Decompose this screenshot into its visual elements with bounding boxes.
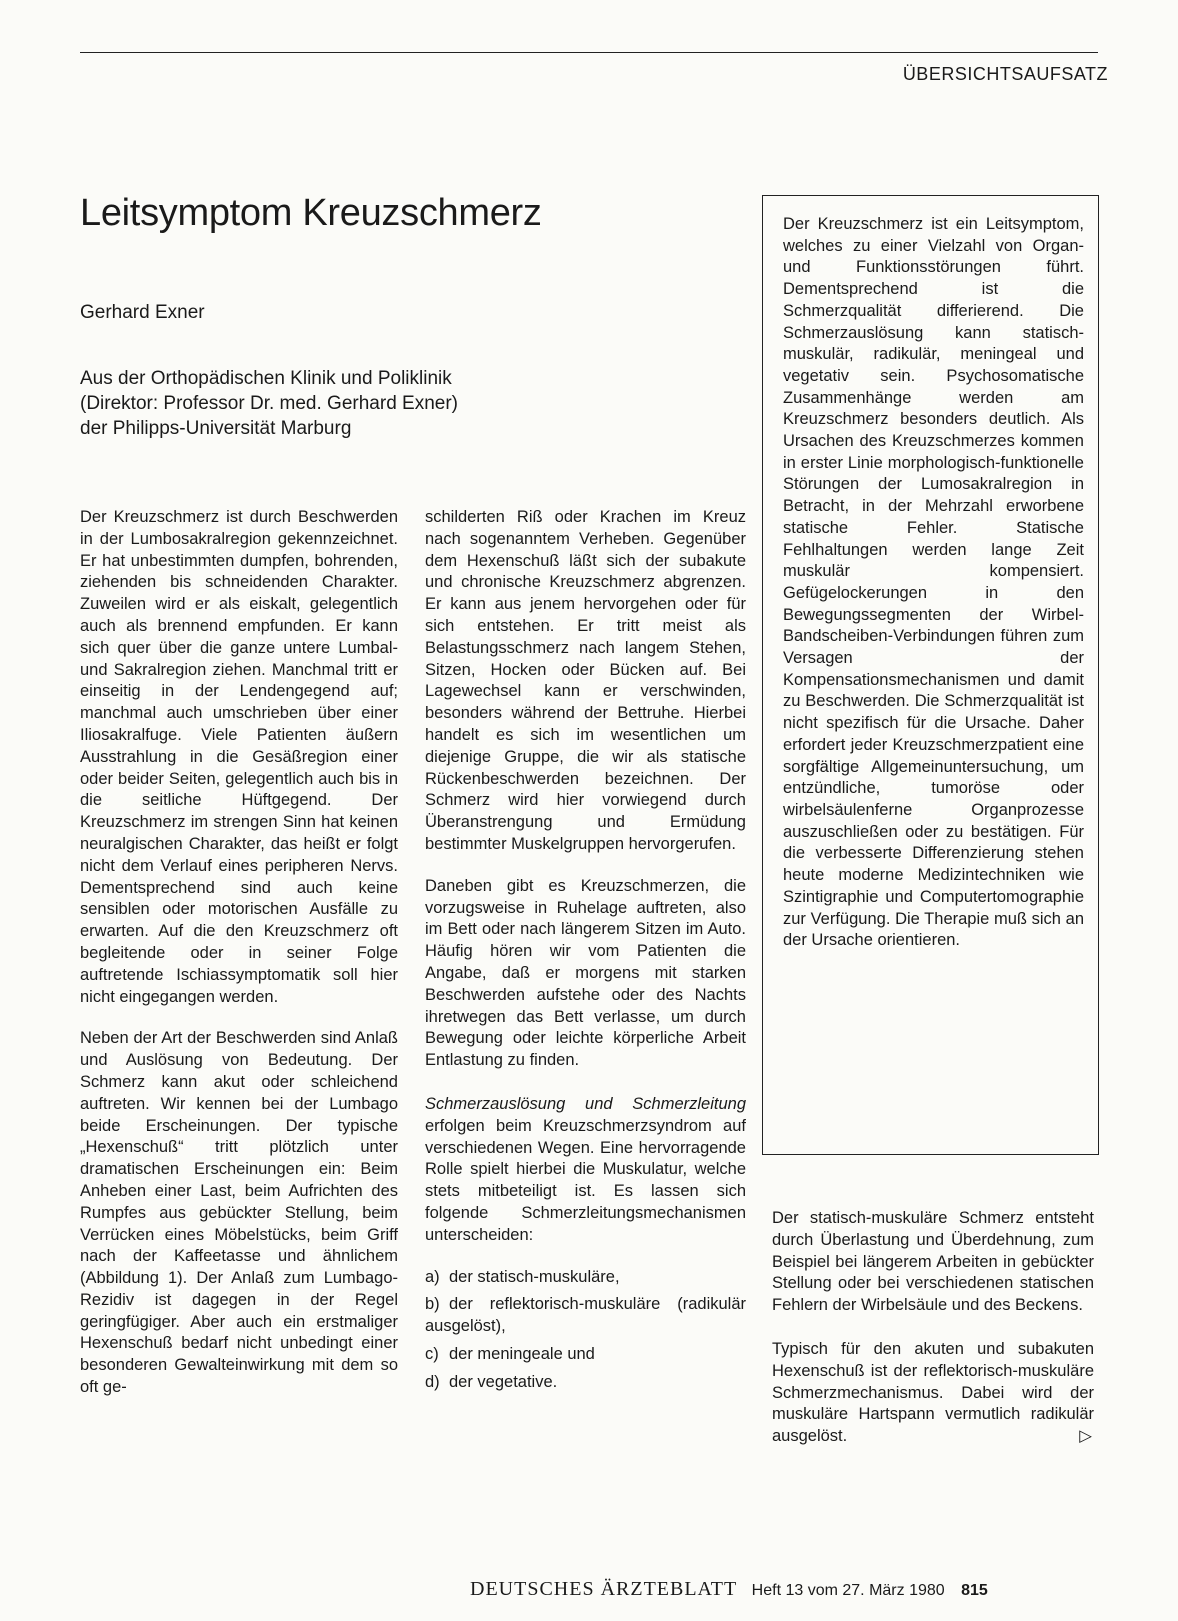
list-text: der statisch-muskuläre,	[449, 1267, 620, 1286]
summary-box	[762, 195, 1099, 1155]
body-column-3	[772, 1208, 1094, 1468]
affiliation	[80, 366, 458, 441]
affiliation-line: (Direktor: Professor Dr. med. Gerhard Exner)	[80, 393, 458, 414]
list-text: der reflektorisch-muskuläre (radikulär ausgelöst),	[425, 1295, 746, 1336]
lead-rest: erfolgen beim Kreuzschmerzsyndrom auf verschiedenen Wegen. Eine hervorragende Rolle spielt hierbei die Muskulatur, welche stets mitbeteiligt ist. Es lassen sich folgende Schmerzleitungsmechanismen unterscheiden:	[425, 1116, 746, 1244]
page-footer	[470, 1578, 988, 1601]
affiliation-line: Aus der Orthopädischen Klinik und Poliklinik	[80, 368, 452, 389]
body-paragraph-text: Typisch für den akuten und subakuten Hexenschuß ist der reflektorisch-muskuläre Schmerzmechanismus. Dabei wird der muskuläre Hartspann vermutlich radikulär ausgelöst.	[772, 1339, 1094, 1446]
summary-text: Der Kreuzschmerz ist ein Leitsymptom, welches zu einer Vielzahl von Organ- und Funktionsstörungen führt. Dementsprechend ist die Schmerzqualität differierend. Die Schmerzauslösung kann statisch-muskulär, radikulär, meningeal und vegetativ sein. Psychosomatische Zusammenhänge werden am Kreuzschmerz besonders deutlich. Als Ursachen des Kreuzschmerzes kommen in erster Linie morphologisch-funktionelle Störungen der Lumosakralregion in Betracht, in der Mehrzahl erworbene statische Fehler. Statische Fehlhaltungen werden lange Zeit muskulär kompensiert. Gefügelockerungen in den Bewegungssegmenten der Wirbel-Bandscheiben-Verbindungen führen zum Versagen der Kompensationsmechanismen und damit zu Beschwerden. Die Schmerzqualität ist nicht spezifisch für die Ursache. Daher erfordert jeder Kreuzschmerzpatient eine sorgfältige Allgemeinuntersuchung, um entzündliche, tumoröse oder wirbelsäulenferne Organprozesse auszuschließen oder zu bestätigen. Für die verbesserte Differenzierung stehen heute moderne Medizintechniken wie Szintigraphie und Computertomographie zur Verfügung. Die Therapie muß sich an der Ursache orientieren.	[783, 215, 1084, 950]
body-column-2	[425, 507, 746, 1399]
list-label: c)	[425, 1344, 439, 1363]
body-paragraph: Neben der Art der Beschwerden sind Anlaß und Auslösung von Bedeutung. Der Schmerz kann akut oder schleichend auftreten. Wir kennen bei der Lumbago beide Erscheinungen. Der typische „Hexenschuß“ tritt plötzlich unter dramatischen Erscheinungen ein: Beim Anheben einer Last, beim Aufrichten des Rumpfes aus gebückter Stellung, beim Verrücken eines Möbelstücks, beim Griff nach der Kaffeetasse und ähnlichem (Abbildung 1). Der Anlaß zum Lumbago-Rezidiv ist dagegen in der Regel geringfügiger. Aber auch ein erstmaliger Hexenschuß bedarf nicht unbedingt einer besonderen Gewalteinwirkung mit dem so oft ge-	[80, 1029, 398, 1397]
list-item	[425, 1372, 746, 1394]
top-rule	[80, 52, 1098, 53]
list-item	[425, 1267, 746, 1289]
list-label: b)	[425, 1295, 440, 1314]
list-text: der vegetative.	[449, 1372, 558, 1391]
affiliation-line: der Philipps-Universität Marburg	[80, 418, 352, 439]
list-item	[425, 1344, 746, 1366]
body-paragraph-lead	[425, 1094, 746, 1247]
author-name: Gerhard Exner	[80, 302, 205, 323]
list-label: a)	[425, 1267, 440, 1286]
list-text: der meningeale und	[449, 1344, 595, 1363]
journal-name: DEUTSCHES ÄRZTEBLATT	[470, 1578, 738, 1600]
mechanism-list	[425, 1267, 746, 1394]
list-item	[425, 1294, 746, 1338]
lead-italic: Schmerzauslösung und Schmerzleitung	[425, 1094, 746, 1113]
section-label: ÜBERSICHTSAUFSATZ	[902, 64, 1108, 84]
continue-arrow-icon[interactable]: ▷	[1079, 1427, 1092, 1446]
body-column-1	[80, 507, 398, 1419]
body-paragraph: Der statisch-muskuläre Schmerz entsteht durch Überlastung und Überdehnung, zum Beispiel bei längerem Arbeiten in gebückter Stellung oder bei verschiedenen statischen Fehlern der Wirbelsäule und des Beckens.	[772, 1209, 1094, 1315]
body-paragraph: Der Kreuzschmerz ist durch Beschwerden in der Lumbosakralregion gekennzeichnet. Er hat unbestimmten dumpfen, bohrenden, ziehenden bis schneidenden Charakter. Zuweilen wird er als eiskalt, gelegentlich auch als brennend empfunden. Er kann sich quer über die ganze untere Lumbal- und Sakralregion ziehen. Manchmal tritt er einseitig in der Lendengegend auf; manchmal auch umschrieben über einer Iliosakralfuge. Viele Patienten äußern Ausstrahlung in die Gesäßregion einer oder beider Seiten, gelegentlich auch bis in die seitliche Hüftgegend. Der Kreuzschmerz im strengen Sinn hat keinen neuralgischen Charakter, das heißt er folgt nicht dem Verlauf eines peripheren Nervs. Dementsprechend sind auch keine sensiblen oder motorischen Ausfälle zu erwarten. Auf die den Kreuzschmerz oft begleitende oder in seiner Folge auftretende Ischiassymptomatik soll hier nicht eingegangen werden.	[80, 508, 398, 1006]
list-label: d)	[425, 1372, 440, 1391]
body-paragraph	[772, 1339, 1094, 1448]
page-number: 815	[961, 1582, 988, 1599]
issue-info: Heft 13 vom 27. März 1980	[751, 1582, 945, 1599]
article-title: Leitsymptom Kreuzschmerz	[80, 192, 542, 234]
body-paragraph: Daneben gibt es Kreuzschmerzen, die vorzugsweise in Ruhelage auftreten, also im Bett oder nach längerem Sitzen im Auto. Häufig hören wir vom Patienten die Angabe, daß er morgens mit starken Beschwerden aufstehe oder des Nachts ihretwegen das Bett verlasse, um durch Bewegung oder leichte körperliche Arbeit Entlastung zu finden.	[425, 876, 746, 1070]
body-paragraph: schilderten Riß oder Krachen im Kreuz nach sogenanntem Verheben. Gegenüber dem Hexenschuß läßt sich der subakute und chronische Kreuzschmerz abgrenzen. Er kann aus jenem hervorgehen oder für sich entstehen. Er tritt meist als Belastungsschmerz nach langem Stehen, Sitzen, Hocken oder Bücken auf. Bei Lagewechsel kann er verschwinden, besonders während der Bettruhe. Hierbei handelt es sich im wesentlichen um diejenige Gruppe, die wir als statische Rückenbeschwerden bezeichnen. Der Schmerz wird hier vorwiegend durch Überanstrengung und Ermüdung bestimmter Muskelgruppen hervorgerufen.	[425, 508, 746, 853]
